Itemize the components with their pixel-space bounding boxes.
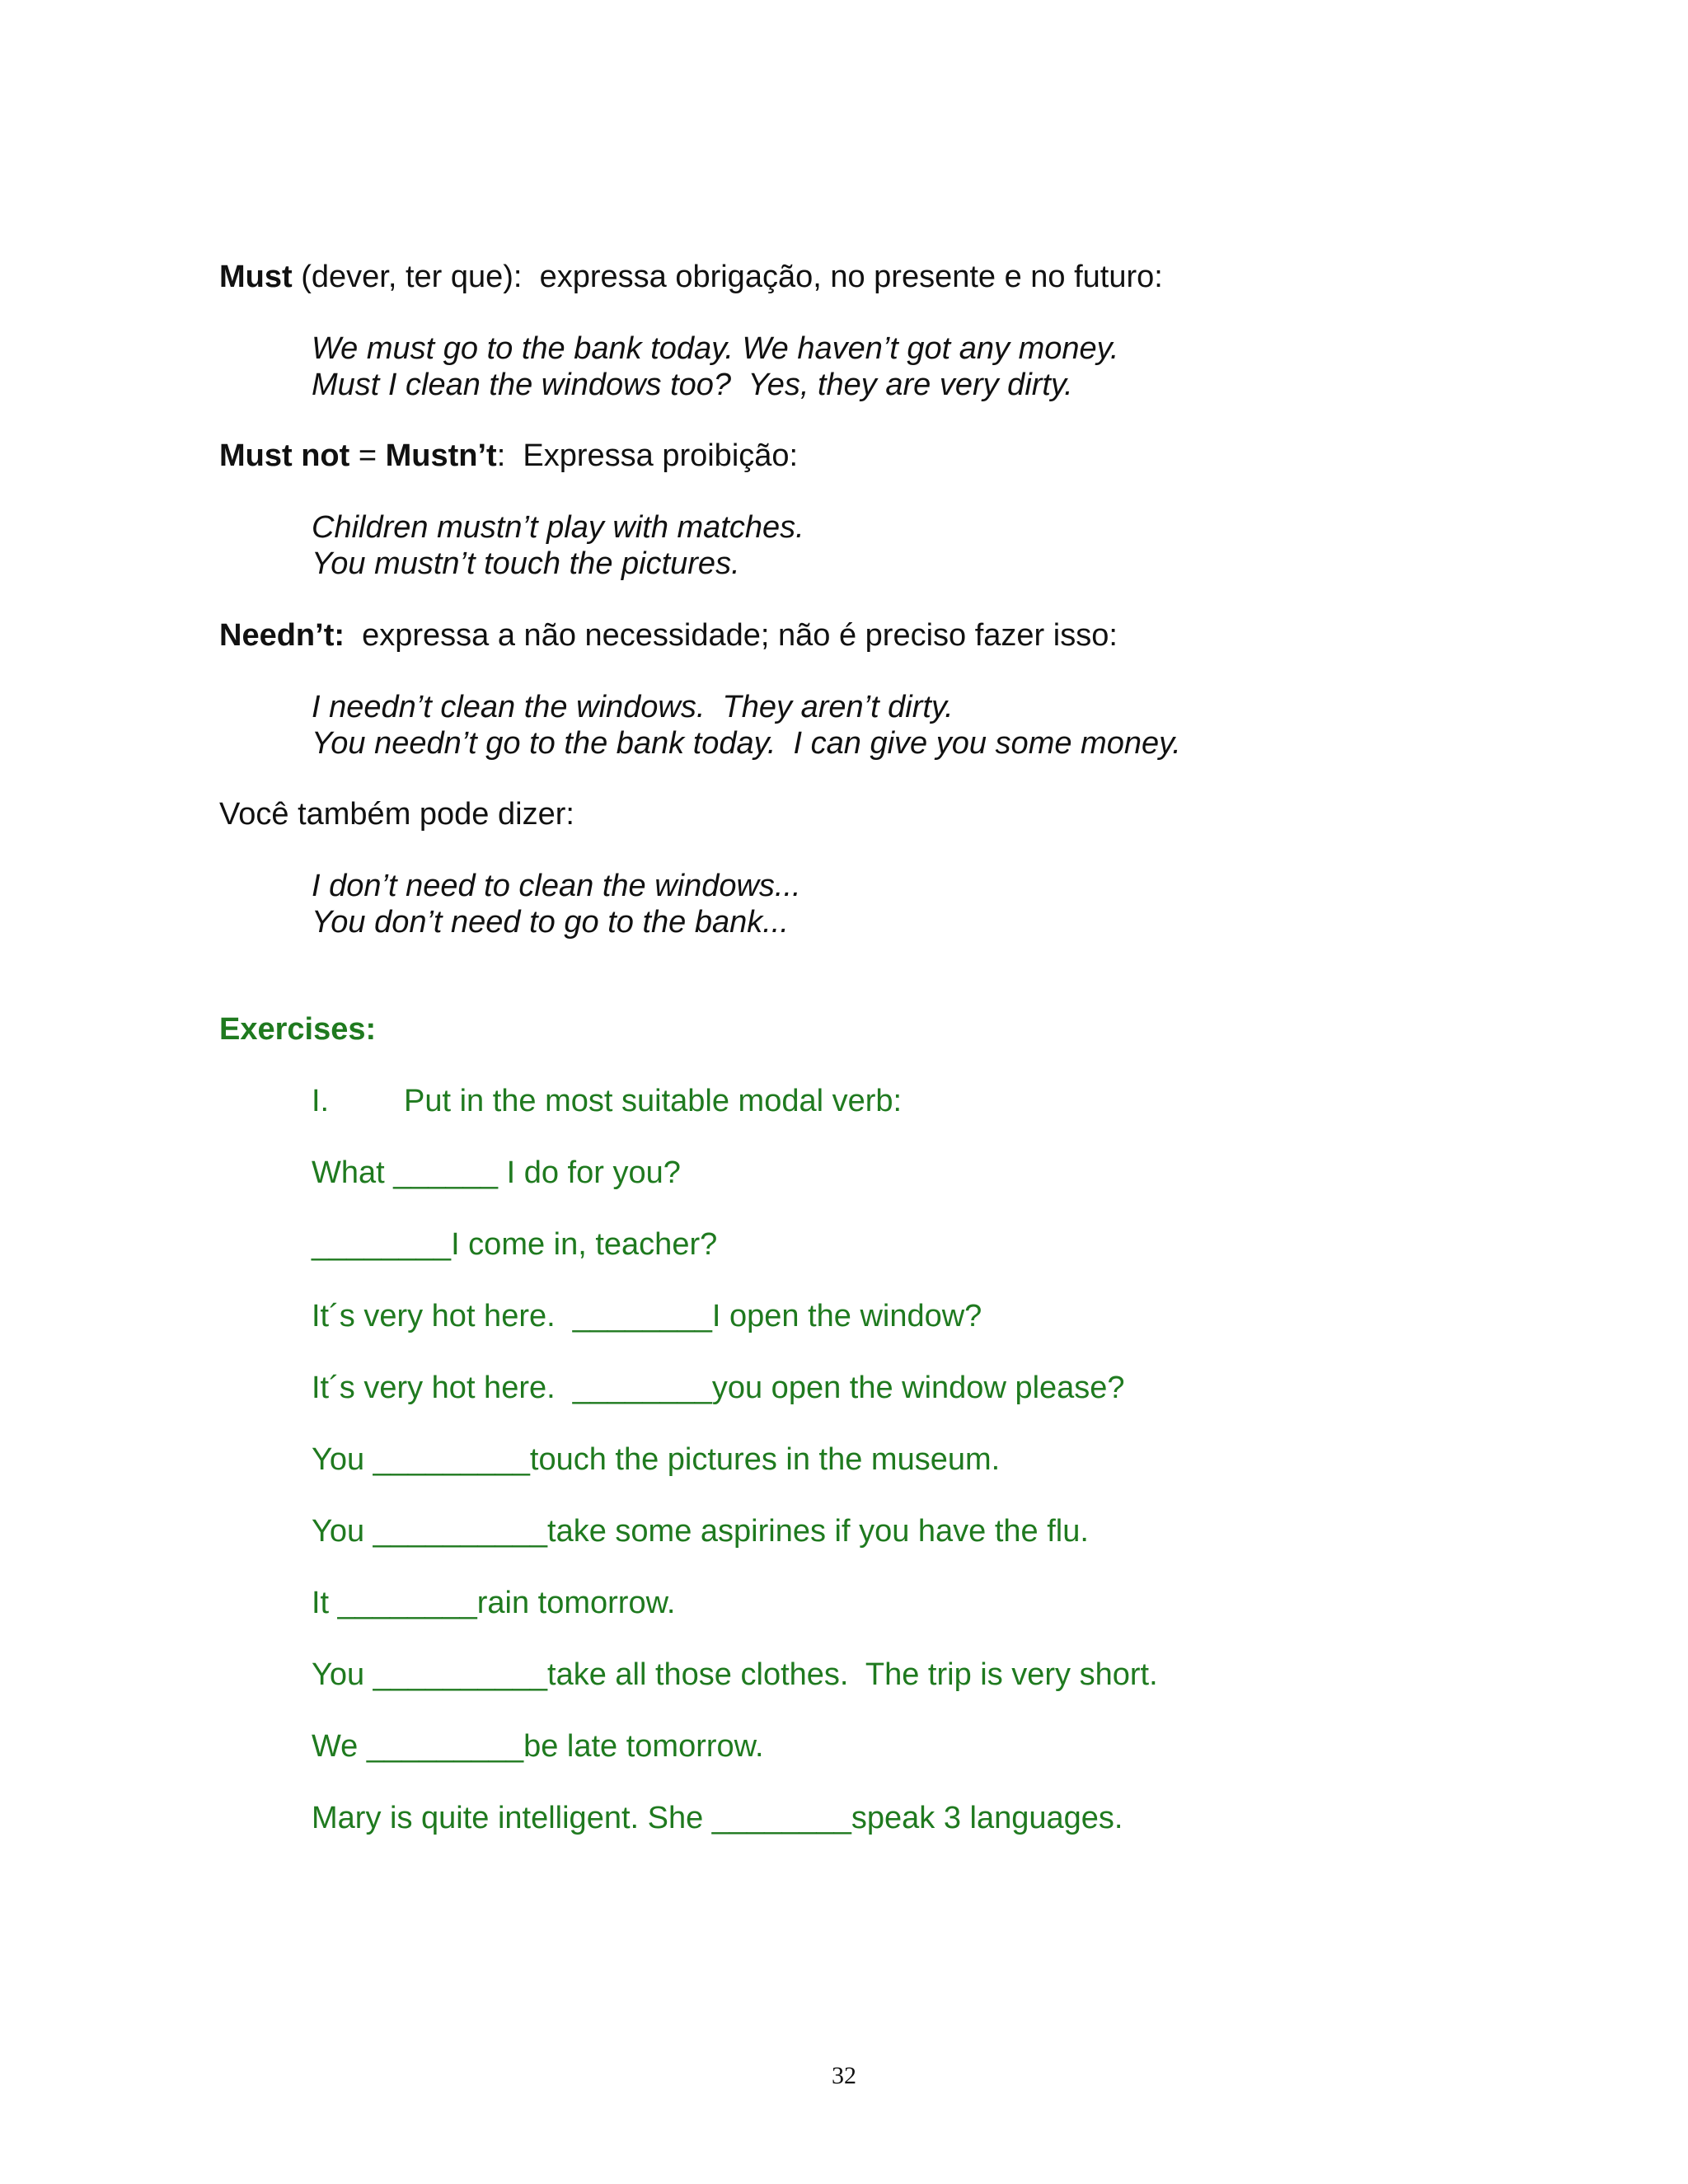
exercise-item: Mary is quite intelligent. She ________speak 3 languages. [312,1801,1123,1835]
exercise-item: You __________take some aspirines if you have the flu. [312,1514,1089,1549]
neednt-definition [219,617,1118,654]
also-example-2: You don’t need to go to the bank... [312,905,789,940]
exercise-item: We _________be late tomorrow. [312,1729,764,1764]
must-example-1: We must go to the bank today. We haven’t got any money. [312,331,1119,366]
exercise-item: It ________rain tomorrow. [312,1586,676,1620]
exercise-item: You _________touch the pictures in the museum. [312,1442,1001,1477]
must-not-example-1: Children mustn’t play with matches. [312,510,804,545]
exercise-item: ________I come in, teacher? [312,1227,718,1262]
exercise-item: You __________take all those clothes. The trip is very short. [312,1657,1158,1692]
mustnt-term: Mustn’t [385,438,497,473]
must-definition [219,259,1163,295]
exercise-number: I. [312,1084,330,1118]
exercise-item: It´s very hot here. ________you open the window please? [312,1371,1125,1405]
exercise-instruction: Put in the most suitable modal verb: [404,1084,903,1118]
exercises-heading: Exercises: [219,1012,377,1047]
must-example-2: Must I clean the windows too? Yes, they are very dirty. [312,368,1073,402]
must-term: Must [219,260,293,294]
neednt-definition-text: expressa a não necessidade; não é preciso fazer isso: [345,618,1118,653]
must-not-definition-text: : Expressa proibição: [496,438,799,473]
also-text: Você também pode dizer: [219,797,574,832]
exercise-item: What ______ I do for you? [312,1155,681,1190]
must-definition-text: (dever, ter que): expressa obrigação, no presente e no futuro: [292,260,1163,294]
must-not-term: Must not [219,438,350,473]
neednt-term: Needn’t: [219,618,345,653]
must-not-equals: = [349,438,386,473]
must-not-example-2: You mustn’t touch the pictures. [312,546,740,581]
neednt-example-2: You needn’t go to the bank today. I can give you some money. [312,726,1181,761]
also-example-1: I don’t need to clean the windows... [312,869,801,903]
must-not-definition [219,438,798,474]
neednt-example-1: I needn’t clean the windows. They aren’t dirty. [312,690,954,724]
exercise-item: It´s very hot here. ________I open the window? [312,1299,982,1333]
page-number: 32 [832,2062,856,2089]
